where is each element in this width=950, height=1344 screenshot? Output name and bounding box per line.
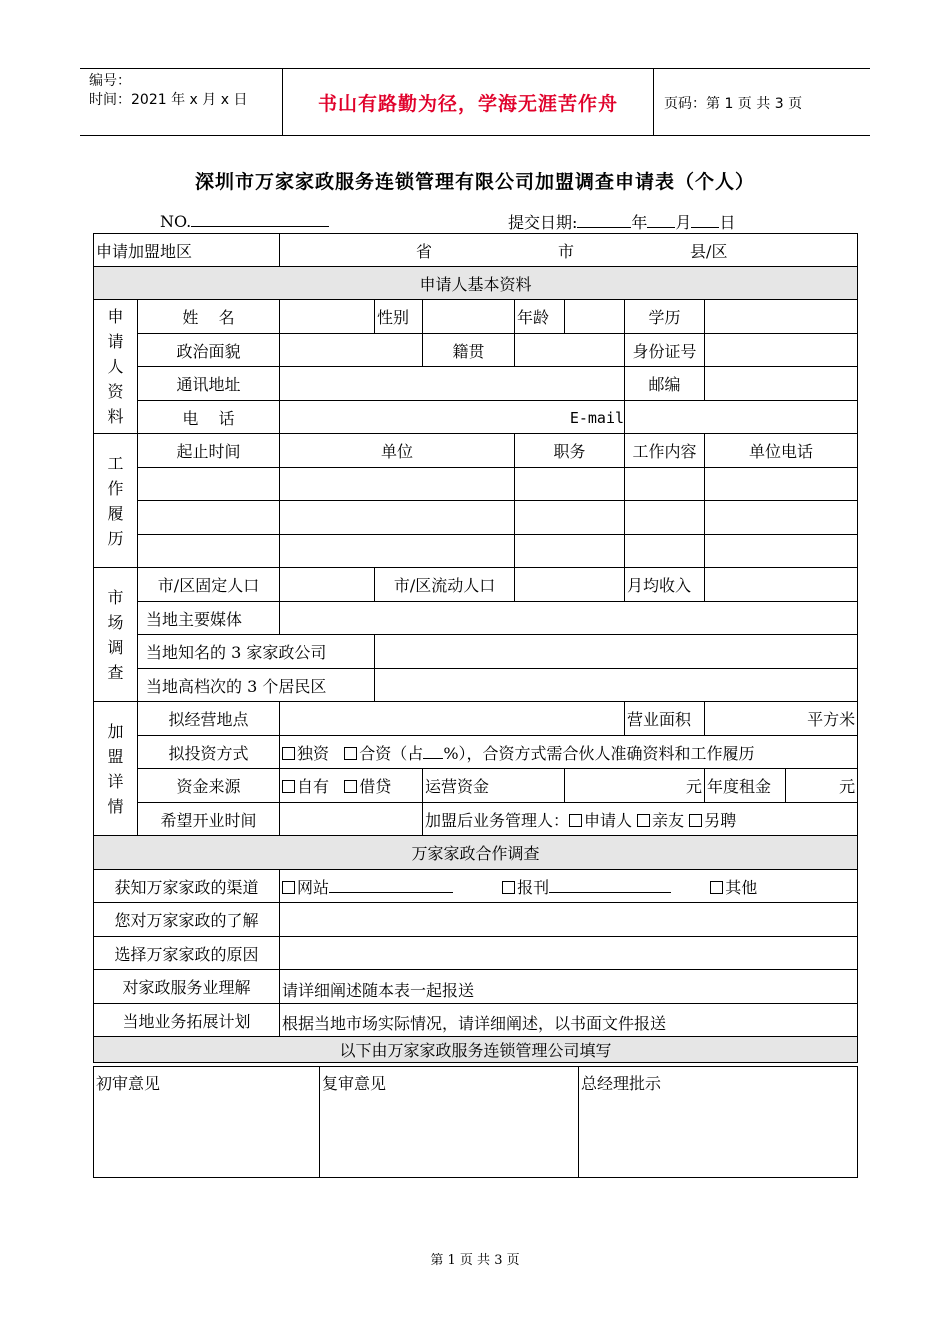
day-label: 日 — [719, 213, 736, 232]
phone-label: 电 话 — [138, 401, 280, 434]
checkbox-own[interactable] — [282, 780, 295, 793]
checkbox-other[interactable] — [710, 881, 723, 894]
manager-label: 加盟后业务管理人： — [425, 810, 570, 830]
gm-approval-label: 总经理批示 — [581, 1074, 662, 1093]
year-label: 年 — [631, 213, 648, 232]
invest-sole-label: 独资 — [297, 743, 330, 763]
work-cell[interactable] — [515, 501, 625, 535]
market-side-label — [94, 568, 138, 702]
month-label: 月 — [675, 213, 692, 232]
region-label: 申请加盟地区 — [94, 234, 280, 267]
second-review-label: 复审意见 — [322, 1074, 387, 1093]
annual-rent-label: 年度租金 — [705, 769, 786, 803]
checkbox-hire[interactable] — [689, 814, 702, 827]
channel-web-label: 网站 — [297, 877, 330, 897]
approval-table — [93, 1066, 858, 1178]
site-input[interactable] — [280, 702, 625, 736]
number-label: 编号： — [89, 73, 131, 89]
applicant-side-text: 申请人资料 — [107, 307, 124, 426]
checkbox-relative[interactable] — [637, 814, 650, 827]
gm-approval-cell[interactable] — [579, 1067, 858, 1178]
region-field[interactable] — [280, 234, 858, 267]
first-review-label: 初审意见 — [96, 1074, 161, 1093]
work-col-period: 起止时间 — [138, 434, 280, 468]
gender-label: 性别 — [375, 300, 423, 334]
top3-residential-input[interactable] — [375, 669, 858, 702]
fund-source-label: 资金来源 — [138, 769, 280, 803]
invest-mode-label: 拟投资方式 — [138, 736, 280, 769]
opening-time-input[interactable] — [280, 803, 423, 836]
page-code: 页码：第 1 页 共 3 页 — [664, 96, 803, 112]
section-basic-info: 申请人基本资料 — [94, 267, 858, 300]
work-cell[interactable] — [138, 535, 280, 568]
work-cell[interactable] — [705, 501, 858, 535]
franchise-side-text: 加盟详情 — [107, 721, 124, 816]
political-label: 政治面貌 — [138, 334, 280, 367]
media-input[interactable] — [280, 602, 858, 635]
float-pop-input[interactable] — [515, 568, 625, 602]
no-blank[interactable] — [191, 210, 329, 227]
work-cell[interactable] — [625, 468, 705, 501]
work-cell[interactable] — [280, 501, 515, 535]
channel-press-label: 报刊 — [517, 877, 550, 897]
market-side-text: 市场调查 — [107, 587, 124, 682]
work-cell[interactable] — [515, 535, 625, 568]
opening-time-label: 希望开业时间 — [138, 803, 280, 836]
date-label: 提交日期: — [508, 213, 578, 232]
channel-other-label: 其他 — [725, 877, 758, 897]
industry-note: 请详细阐述随本表一起报送 — [282, 981, 475, 1000]
email-input[interactable] — [625, 401, 858, 434]
email-label: E-mail — [569, 408, 625, 427]
channel-web-blank[interactable] — [329, 878, 453, 893]
top3-companies-input[interactable] — [375, 635, 858, 669]
work-cell[interactable] — [625, 501, 705, 535]
checkbox-web[interactable] — [282, 881, 295, 894]
manager-opt-relative: 亲友 — [652, 810, 685, 830]
education-label: 学历 — [625, 300, 705, 334]
work-cell[interactable] — [705, 535, 858, 568]
second-review-cell[interactable] — [320, 1067, 579, 1178]
checkbox-sole[interactable] — [282, 747, 295, 760]
reason-label: 选择万家家政的原因 — [94, 937, 280, 970]
yuan-unit: 元 — [839, 777, 856, 796]
fixed-pop-label: 市/区固定人口 — [138, 568, 280, 602]
invest-mode-options — [280, 736, 858, 769]
float-pop-label: 市/区流动人口 — [375, 568, 515, 602]
annual-rent-input[interactable] — [786, 769, 858, 803]
work-cell[interactable] — [625, 535, 705, 568]
work-col-position: 职务 — [515, 434, 625, 468]
area-unit: 平方米 — [807, 710, 856, 729]
phone-field[interactable] — [280, 401, 625, 434]
franchise-side-label — [94, 702, 138, 836]
postcode-label: 邮编 — [625, 367, 705, 401]
work-side-text: 工作履历 — [107, 453, 124, 548]
work-cell[interactable] — [515, 468, 625, 501]
monthly-income-input[interactable] — [705, 568, 858, 602]
form-number — [160, 210, 329, 231]
checkbox-press[interactable] — [502, 881, 515, 894]
day-blank[interactable] — [691, 211, 719, 228]
page-footer: 第 1 页 共 3 页 — [430, 1253, 520, 1268]
manager-opt-hire: 另聘 — [704, 810, 737, 830]
work-side-label — [94, 434, 138, 568]
gender-input[interactable] — [423, 300, 515, 334]
plan-note: 根据当地市场实际情况，请详细阐述，以书面文件报送 — [282, 1014, 667, 1033]
manager-opt-applicant: 申请人 — [584, 810, 633, 830]
work-cell[interactable] — [138, 501, 280, 535]
understanding-input[interactable] — [280, 903, 858, 937]
native-place-input[interactable] — [515, 334, 625, 367]
id-number-input[interactable] — [705, 334, 858, 367]
checkbox-applicant[interactable] — [569, 814, 582, 827]
work-cell[interactable] — [705, 468, 858, 501]
industry-label: 对家政服务业理解 — [94, 970, 280, 1004]
province-label: 省 — [416, 241, 433, 261]
first-review-cell[interactable] — [94, 1067, 320, 1178]
plan-input[interactable] — [280, 1004, 858, 1037]
political-input[interactable] — [280, 334, 423, 367]
work-cell[interactable] — [280, 468, 515, 501]
plan-label: 当地业务拓展计划 — [94, 1004, 280, 1037]
education-input[interactable] — [705, 300, 858, 334]
application-form — [93, 233, 858, 1063]
work-col-content: 工作内容 — [625, 434, 705, 468]
submit-date — [508, 210, 735, 233]
fund-own-label: 自有 — [297, 777, 330, 796]
name-input[interactable] — [280, 300, 375, 334]
reason-input[interactable] — [280, 937, 858, 970]
work-cell[interactable] — [280, 535, 515, 568]
media-label: 当地主要媒体 — [138, 602, 280, 635]
applicant-side-label — [94, 300, 138, 434]
age-input[interactable] — [565, 300, 625, 334]
top3-residential-label: 当地高档次的 3 个居民区 — [138, 669, 375, 702]
year-blank[interactable] — [577, 211, 631, 228]
form-title: 深圳市万家家政服务连锁管理有限公司加盟调查申请表（个人） — [194, 171, 755, 193]
name-label: 姓 名 — [138, 300, 280, 334]
site-label: 拟经营地点 — [138, 702, 280, 736]
section-cooperation: 万家家政合作调查 — [94, 836, 858, 870]
understanding-label: 您对万家家政的了解 — [94, 903, 280, 937]
time-label: 时间：2021 年 x 月 x 日 — [89, 92, 248, 108]
manager-options — [423, 803, 858, 836]
id-number-label: 身份证号 — [625, 334, 705, 367]
yuan-unit: 元 — [686, 777, 703, 796]
channel-label: 获知万家家政的渠道 — [94, 870, 280, 903]
fixed-pop-input[interactable] — [280, 568, 375, 602]
industry-input[interactable] — [280, 970, 858, 1004]
work-cell[interactable] — [138, 468, 280, 501]
channel-options — [280, 870, 858, 903]
age-label: 年龄 — [515, 300, 565, 334]
address-label: 通讯地址 — [138, 367, 280, 401]
area-label: 营业面积 — [625, 702, 705, 736]
checkbox-loan[interactable] — [344, 780, 357, 793]
channel-press-blank[interactable] — [549, 878, 671, 893]
work-col-phone: 单位电话 — [705, 434, 858, 468]
city-label: 市 — [558, 241, 575, 261]
month-blank[interactable] — [647, 211, 675, 228]
invest-joint-label: 合资（占 — [359, 743, 424, 763]
top3-companies-label: 当地知名的 3 家家政公司 — [138, 635, 375, 669]
postcode-input[interactable] — [705, 367, 858, 401]
address-input[interactable] — [280, 367, 625, 401]
operating-fund-label: 运营资金 — [423, 769, 565, 803]
section-company-fill: 以下由万家家政服务连锁管理公司填写 — [94, 1037, 858, 1063]
slogan: 书山有路勤为径，学海无涯苦作舟 — [317, 92, 618, 115]
work-col-employer: 单位 — [280, 434, 515, 468]
header-divider — [653, 68, 654, 136]
area-input[interactable] — [705, 702, 858, 736]
monthly-income-label: 月均收入 — [625, 568, 705, 602]
native-place-label: 籍贯 — [423, 334, 515, 367]
joint-share-blank[interactable] — [423, 744, 443, 759]
invest-joint-tail: %），合资方式需合伙人准确资料和工作履历 — [443, 743, 755, 763]
no-label: NO. — [160, 212, 192, 231]
county-label: 县/区 — [690, 241, 728, 261]
fund-source-options — [280, 769, 423, 803]
checkbox-joint[interactable] — [344, 747, 357, 760]
operating-fund-input[interactable] — [565, 769, 705, 803]
fund-loan-label: 借贷 — [359, 777, 392, 796]
